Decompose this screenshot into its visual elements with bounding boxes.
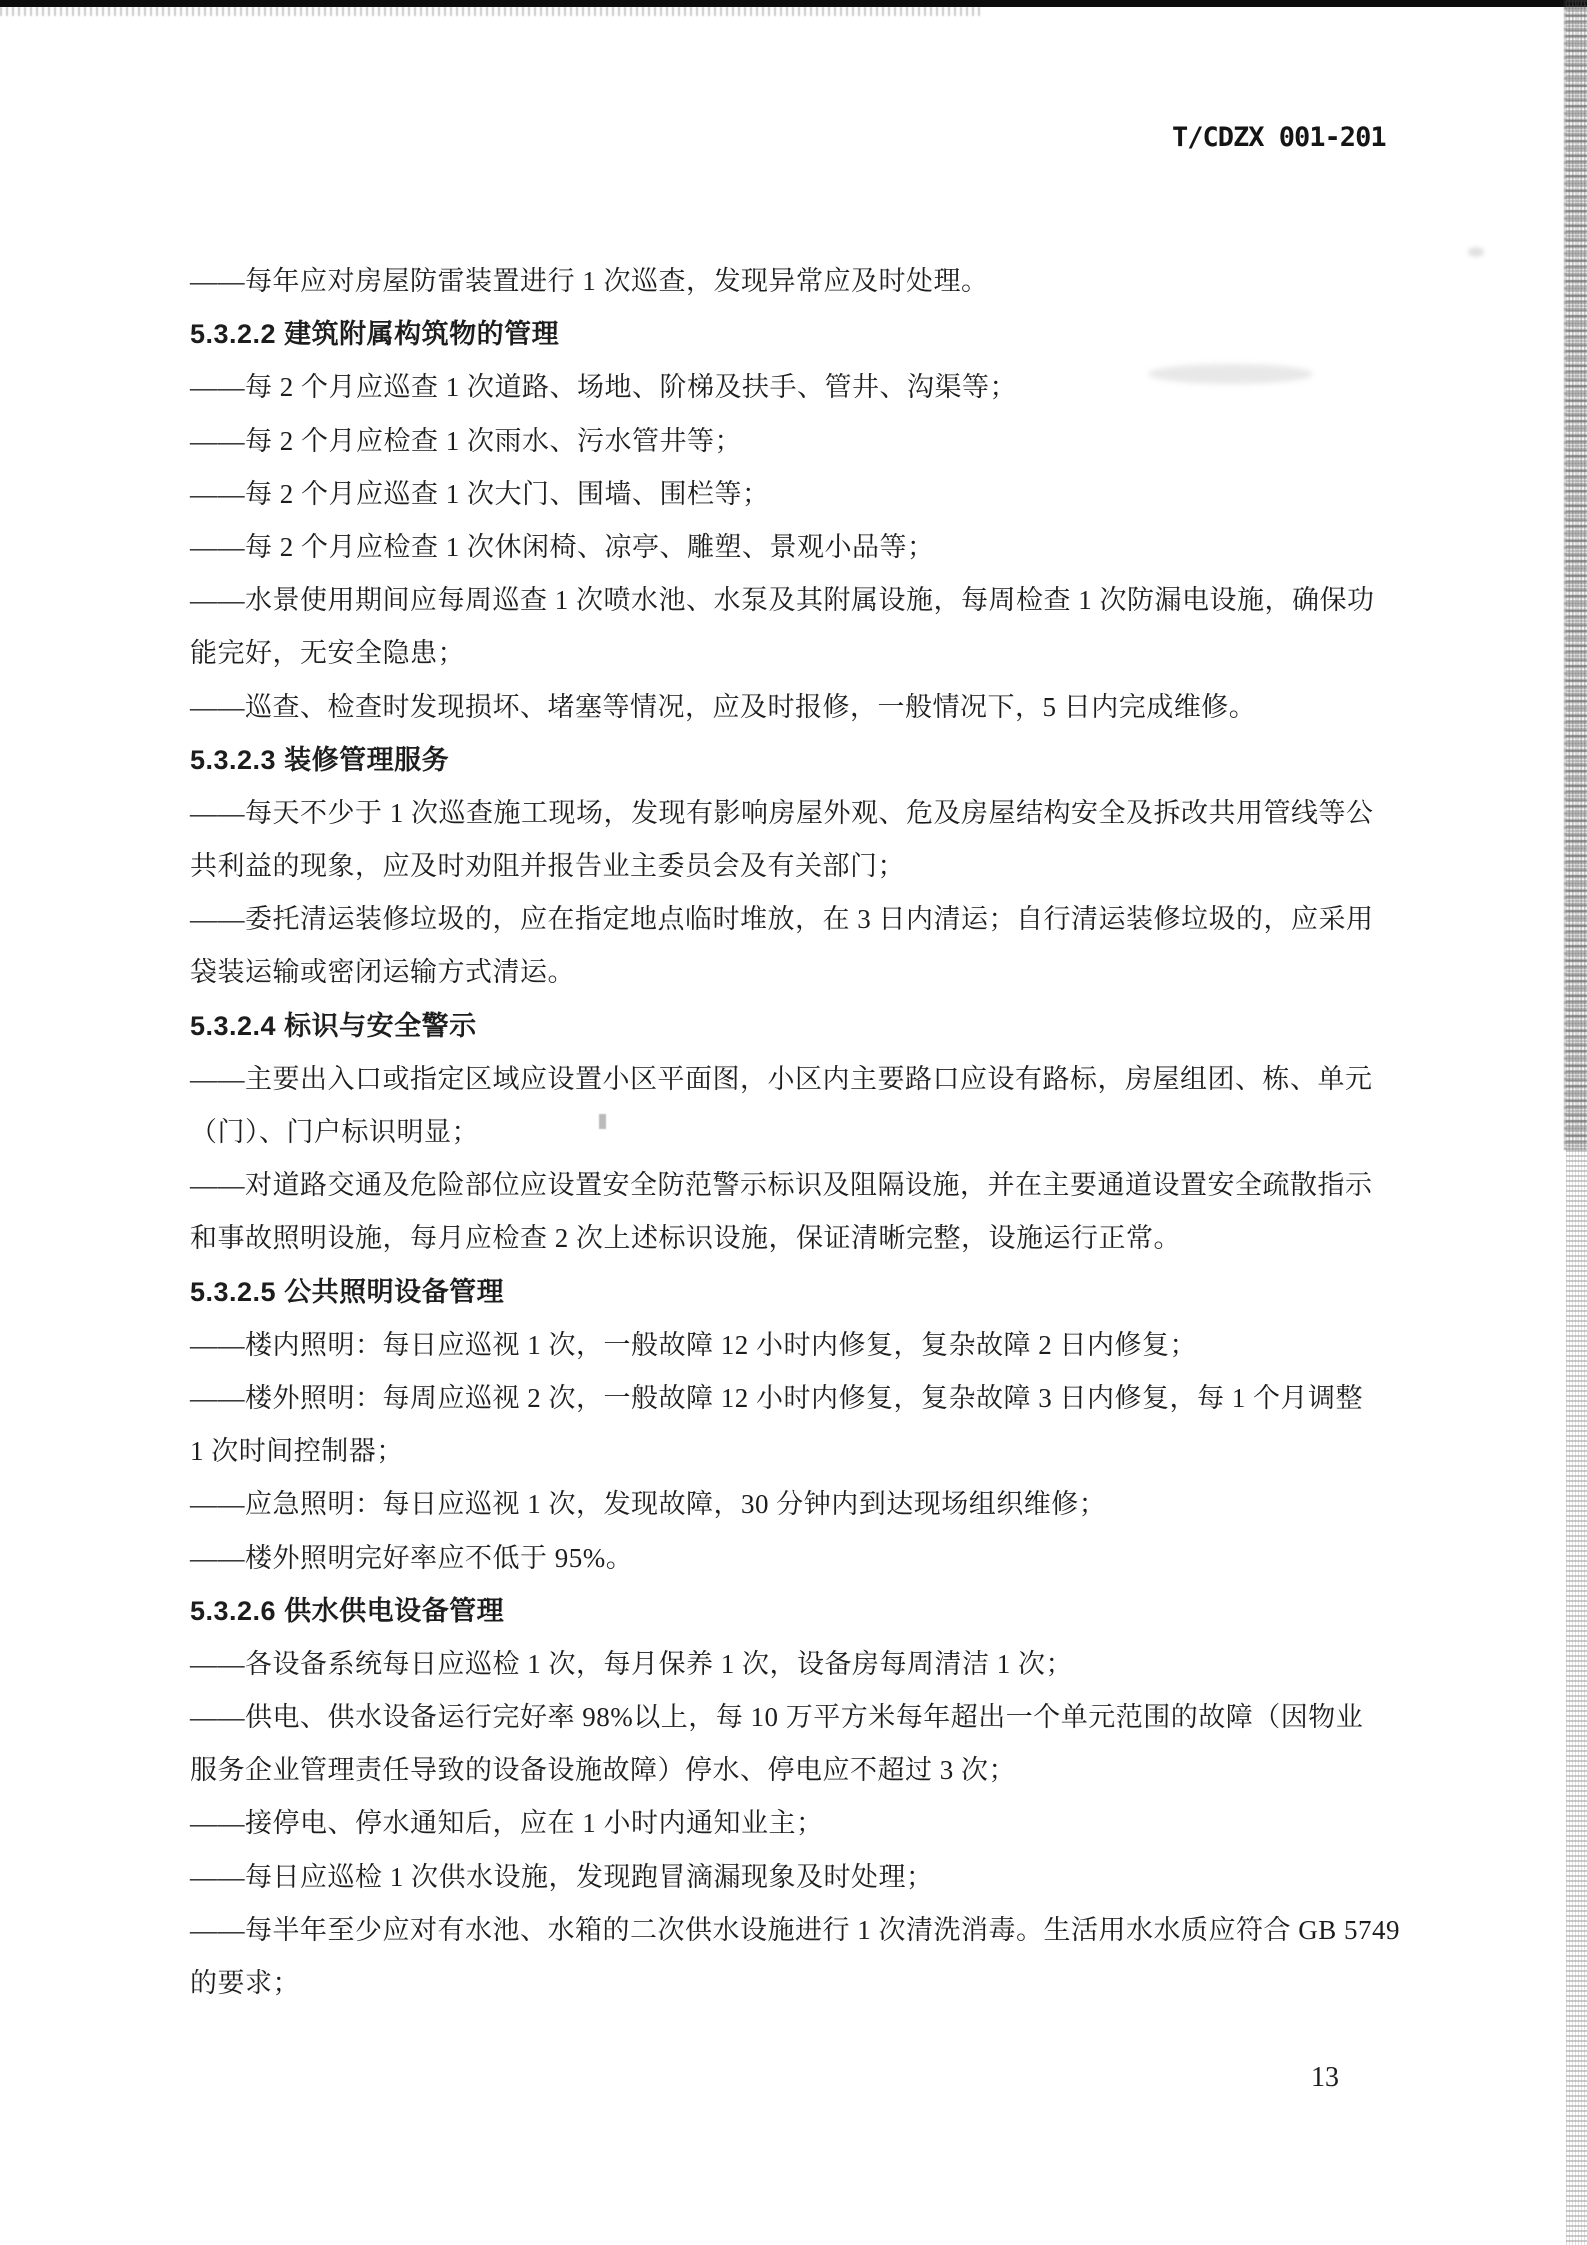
scan-top-edge-fringe [0, 7, 980, 16]
text-line: ——楼外照明：每周应巡视 2 次，一般故障 12 小时内修复，复杂故障 3 日内修复，每 1 个月调整 [190, 1382, 1363, 1413]
text-line: 服务企业管理责任导致的设备设施故障）停水、停电应不超过 3 次； [190, 1755, 1016, 1786]
text-line: ——楼内照明：每日应巡视 1 次，一般故障 12 小时内修复，复杂故障 2 日内修复； [190, 1329, 1197, 1360]
text-line: ——每 2 个月应检查 1 次休闲椅、凉亭、雕塑、景观小品等； [190, 531, 935, 562]
section-heading-5323: 5.3.2.3 装修管理服务 [190, 744, 450, 775]
text-line: 袋装运输或密闭运输方式清运。 [190, 957, 575, 988]
text-line: ——主要出入口或指定区域应设置小区平面图，小区内主要路口应设有路标，房屋组团、栋、单元 [190, 1063, 1373, 1094]
standard-code-header: T/CDZX 001-201 [1172, 122, 1386, 153]
text-line: ——应急照明：每日应巡视 1 次，发现故障，30 分钟内到达现场组织维修； [190, 1489, 1107, 1520]
text-line: 共利益的现象，应及时劝阻并报告业主委员会及有关部门； [190, 851, 905, 882]
scan-noise [1468, 247, 1484, 257]
section-heading-5325: 5.3.2.5 公共照明设备管理 [190, 1276, 505, 1307]
text-line: 1 次时间控制器； [190, 1436, 404, 1467]
text-line: 能完好，无安全隐患； [190, 638, 465, 669]
text-line: ——每年应对房屋防雷装置进行 1 次巡查，发现异常应及时处理。 [190, 266, 989, 296]
text-line: （门）、门户标识明显； [190, 1117, 479, 1147]
document-body [190, 255, 1460, 2010]
text-line: ——每 2 个月应巡查 1 次道路、场地、阶梯及扶手、管井、沟渠等； [190, 372, 1017, 403]
text-line: ——供电、供水设备运行完好率 98%以上，每 10 万平方米每年超出一个单元范围的故障（因物业 [190, 1702, 1364, 1733]
section-heading-5324: 5.3.2.4 标识与安全警示 [190, 1010, 477, 1041]
text-line: ——楼外照明完好率应不低于 95%。 [190, 1542, 634, 1573]
page-number: 13 [1311, 2062, 1339, 2093]
scan-top-edge [0, 0, 1587, 7]
section-heading-5322: 5.3.2.2 建筑附属构筑物的管理 [190, 319, 560, 350]
text-line: ——每日应巡检 1 次供水设施，发现跑冒滴漏现象及时处理； [190, 1861, 934, 1892]
text-line: ——水景使用期间应每周巡查 1 次喷水池、水泵及其附属设施，每周检查 1 次防漏电设施，确保功 [190, 585, 1375, 616]
text-line: ——每 2 个月应检查 1 次雨水、污水管井等； [190, 425, 742, 456]
text-line: ——接停电、停水通知后，应在 1 小时内通知业主； [190, 1808, 824, 1839]
text-line: ——委托清运装修垃圾的，应在指定地点临时堆放，在 3 日内清运；自行清运装修垃圾的，应采用 [190, 904, 1374, 935]
text-line: ——每半年至少应对有水池、水箱的二次供水设施进行 1 次清洗消毒。生活用水水质应符合 GB 5749 [190, 1914, 1401, 1945]
text-line: ——每 2 个月应巡查 1 次大门、围墙、围栏等； [190, 478, 770, 509]
text-line: ——各设备系统每日应巡检 1 次，每月保养 1 次，设备房每周清洁 1 次； [190, 1648, 1073, 1679]
section-heading-5326: 5.3.2.6 供水供电设备管理 [190, 1595, 505, 1626]
text-line: 的要求； [190, 1968, 300, 1998]
text-line: ——每天不少于 1 次巡查施工现场，发现有影响房屋外观、危及房屋结构安全及拆改共用管线等公 [190, 797, 1374, 828]
text-line: 和事故照明设施，每月应检查 2 次上述标识设施，保证清晰完整，设施运行正常。 [190, 1223, 1181, 1254]
scan-right-edge-upper [1564, 0, 1587, 1150]
text-line: ——对道路交通及危险部位应设置安全防范警示标识及阻隔设施，并在主要通道设置安全疏散指示 [190, 1170, 1373, 1201]
text-line: ——巡查、检查时发现损坏、堵塞等情况，应及时报修，一般情况下，5 日内完成维修。 [190, 691, 1257, 722]
